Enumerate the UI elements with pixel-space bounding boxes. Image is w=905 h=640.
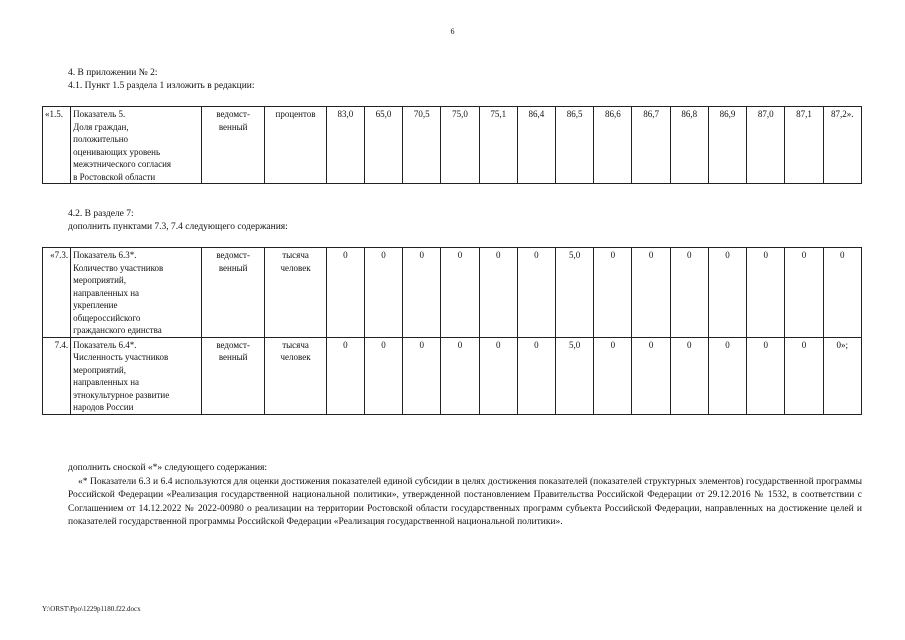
value-cell: 87,0 [747, 107, 785, 184]
indicator-type-cell [201, 248, 264, 338]
value-cell: 0 [747, 337, 785, 414]
row-number-cell: 7.4. [43, 337, 71, 414]
indicator-name-line: в Ростовской области [73, 171, 156, 182]
value-cell: 0 [326, 248, 364, 338]
indicator-type-line: венный [218, 262, 248, 273]
value-cell: 5,0 [556, 337, 594, 414]
value-cell: 86,5 [556, 107, 594, 184]
table-row [43, 107, 862, 184]
value-cell: 0 [708, 248, 746, 338]
value-cell: 0 [594, 248, 632, 338]
value-cell: 0 [594, 337, 632, 414]
value-cell: 0 [479, 337, 517, 414]
value-cell: 86,4 [517, 107, 555, 184]
table-row [43, 337, 862, 414]
unit-line: процентов [275, 109, 316, 119]
value-cell: 87,2». [823, 107, 861, 184]
indicator-name-line: укрепление [73, 300, 118, 310]
indicator-name-line: направленных на [73, 287, 140, 298]
indicator-name-line: направленных на [73, 377, 140, 387]
indicator-name-line: этнокультурное развитие [73, 389, 170, 400]
value-cell: 0 [479, 248, 517, 338]
value-cell: 0 [326, 337, 364, 414]
indicator-name-cell [71, 337, 202, 414]
indicator-name-line: Показатель 6.3*. [73, 250, 137, 260]
row-number-cell: «1.5. [43, 107, 71, 184]
value-cell: 0 [785, 337, 823, 414]
indicator-name-line: Показатель 6.4*. [73, 339, 137, 350]
value-cell: 0 [441, 248, 479, 338]
indicator-name-line: межэтнического согласия [73, 159, 172, 169]
unit-line: тысяча [282, 339, 309, 350]
unit-cell [265, 107, 326, 184]
value-cell: 87,1 [785, 107, 823, 184]
unit-line: человек [280, 352, 311, 362]
value-cell: 0 [823, 248, 861, 338]
footnote-intro: дополнить сноской «*» следующего содержания: [68, 463, 268, 473]
indicator-name-line: гражданского единства [73, 325, 162, 335]
value-cell: 0 [785, 248, 823, 338]
indicator-name-line: Доля граждан, [73, 121, 129, 132]
value-cell: 70,5 [403, 107, 441, 184]
value-cell: 86,7 [632, 107, 670, 184]
value-cell: 75,1 [479, 107, 517, 184]
value-cell: 0 [632, 248, 670, 338]
value-cell: 0 [364, 248, 402, 338]
indicator-type-line: ведомст- [216, 250, 250, 260]
value-cell: 86,6 [594, 107, 632, 184]
indicator-name-cell [71, 248, 202, 338]
value-cell: 0 [632, 337, 670, 414]
value-cell: 0 [670, 248, 708, 338]
indicator-name-line: Количество участников [73, 262, 164, 273]
value-cell: 0 [441, 337, 479, 414]
indicator-name-line: оценивающих уровень [73, 146, 161, 157]
indicator-type-line: ведомст- [216, 339, 250, 350]
footnote-block [68, 462, 862, 530]
unit-line: тысяча [282, 250, 309, 260]
table-row [43, 248, 862, 338]
indicator-type-line: венный [218, 121, 248, 132]
indicator-name-line: народов России [73, 402, 134, 412]
section-4-2-text: дополнить пунктами 7.3, 7.4 следующего содержания: [68, 222, 288, 232]
unit-line [267, 121, 323, 134]
indicator-table-1 [42, 106, 862, 184]
indicator-name-line: мероприятий, [73, 364, 126, 375]
indicator-type-line: ведомст- [216, 109, 250, 119]
unit-cell [265, 248, 326, 338]
value-cell: 86,9 [708, 107, 746, 184]
file-path: Y:\ORST\Ppo\1229p1180.f22.docx [42, 605, 141, 613]
indicator-name-cell [71, 107, 202, 184]
value-cell: 0»; [823, 337, 861, 414]
section-4-1-text: 4.1. Пункт 1.5 раздела 1 изложить в редакции: [68, 81, 255, 91]
row-number-cell: «7.3. [43, 248, 71, 338]
value-cell: 5,0 [556, 248, 594, 338]
value-cell: 0 [403, 248, 441, 338]
indicator-type-cell [201, 107, 264, 184]
indicator-name-line: Показатель 5. [73, 109, 126, 119]
section-4-2-heading: 4.2. В разделе 7: [68, 209, 134, 219]
value-cell: 83,0 [326, 107, 364, 184]
value-cell: 0 [364, 337, 402, 414]
value-cell: 86,8 [670, 107, 708, 184]
value-cell: 0 [670, 337, 708, 414]
page-number: 6 [450, 27, 455, 36]
section-4-heading: 4. В приложении № 2: [68, 68, 158, 78]
unit-line: человек [280, 262, 311, 273]
value-cell: 75,0 [441, 107, 479, 184]
value-cell: 0 [517, 337, 555, 414]
indicator-table-2 [42, 247, 862, 415]
indicator-name-line: общероссийского [73, 312, 141, 323]
value-cell: 0 [747, 248, 785, 338]
value-cell: 0 [403, 337, 441, 414]
indicator-name-line: мероприятий, [73, 275, 126, 285]
value-cell: 65,0 [364, 107, 402, 184]
value-cell: 0 [517, 248, 555, 338]
indicator-name-line: положительно [73, 134, 129, 144]
value-cell: 0 [708, 337, 746, 414]
indicator-type-line: венный [218, 352, 248, 362]
unit-cell [265, 337, 326, 414]
indicator-name-line: Численность участников [73, 352, 169, 362]
footnote-text: «* Показатели 6.3 и 6.4 используются для оценки достижения показателей единой субсидии в целях достижения показателей (показателей структурных элементов) государственной программы Российской Федерации «Реализация государственной национальной политики», утвержденной постановлением Правительства Российской Федерации от 29.12.2016 № 1532, в соответствии с Соглашением от 14.12.2022 № 2022-00980 о реализации на территории Ростовской области государственных программ субъекта Российской Федерации, направленных на достижение целей и показателей государственной программы Российской Федерации «Реализация государственной национальной политики». [68, 476, 862, 527]
indicator-type-cell [201, 337, 264, 414]
